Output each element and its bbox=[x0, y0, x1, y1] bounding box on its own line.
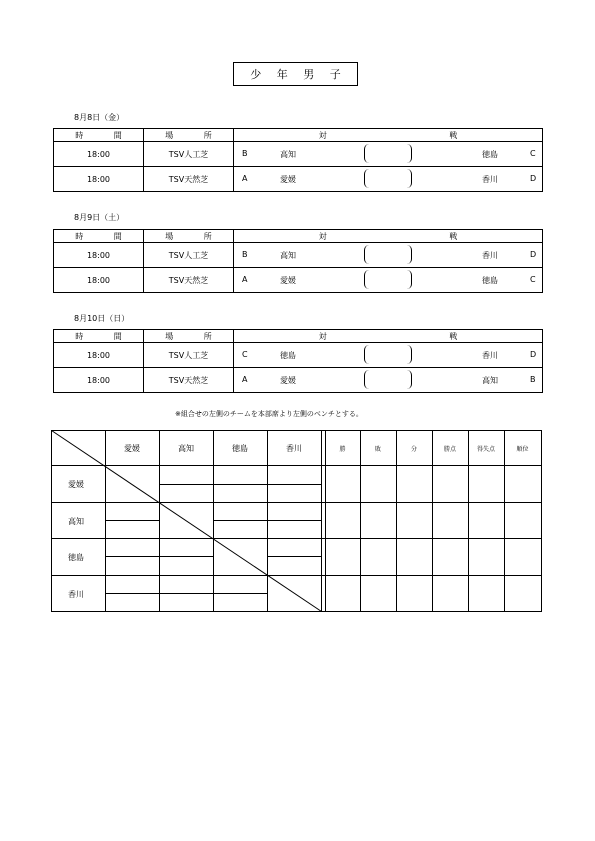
match-time: 18:00 bbox=[54, 167, 144, 192]
match-time: 18:00 bbox=[54, 268, 144, 293]
bench-note: ※組合せの左側のチームを本部席より左側のベンチとする。 bbox=[175, 410, 363, 418]
day-label-1: 8月8日（金） bbox=[74, 113, 125, 122]
team2-letter: D bbox=[530, 174, 537, 183]
league-grid bbox=[51, 430, 542, 612]
team2-name: 香川 bbox=[482, 175, 498, 184]
day-label-3: 8月10日（日） bbox=[74, 314, 130, 323]
col-wins: 勝 bbox=[339, 446, 346, 453]
team2-name: 香川 bbox=[482, 351, 498, 360]
score-bracket bbox=[364, 270, 412, 289]
team1-name: 愛媛 bbox=[280, 175, 296, 184]
team1-letter: B bbox=[242, 149, 248, 158]
team2-name: 香川 bbox=[482, 251, 498, 260]
day-label-2: 8月9日（土） bbox=[74, 213, 125, 222]
match-cell bbox=[234, 368, 543, 393]
header-time: 時 間 bbox=[54, 230, 144, 243]
col-team-kagawa: 香川 bbox=[286, 444, 302, 453]
col-team-tokushima: 徳島 bbox=[232, 444, 248, 453]
row-team-kagawa: 香川 bbox=[68, 590, 84, 599]
header-place: 場 所 bbox=[144, 129, 234, 142]
match-cell bbox=[234, 142, 543, 167]
col-points: 勝点 bbox=[443, 446, 456, 453]
header-match: 対 戦 bbox=[234, 129, 543, 142]
schedule-table-2 bbox=[53, 229, 543, 293]
match-time: 18:00 bbox=[54, 243, 144, 268]
match-time: 18:00 bbox=[54, 142, 144, 167]
header-time: 時 間 bbox=[54, 129, 144, 142]
match-cell bbox=[234, 343, 543, 368]
team1-letter: A bbox=[242, 174, 248, 183]
score-bracket bbox=[364, 345, 412, 364]
header-place: 場 所 bbox=[144, 230, 234, 243]
score-bracket bbox=[364, 370, 412, 389]
header-place: 場 所 bbox=[144, 330, 234, 343]
match-time: 18:00 bbox=[54, 368, 144, 393]
header-match: 対 戦 bbox=[234, 230, 543, 243]
team1-name: 高知 bbox=[280, 251, 296, 260]
row-team-tokushima: 徳島 bbox=[68, 553, 84, 562]
league-grid-lines bbox=[51, 430, 542, 612]
score-bracket bbox=[364, 245, 412, 264]
team1-letter: C bbox=[242, 350, 248, 359]
match-place: TSV人工芝 bbox=[144, 343, 234, 368]
team1-letter: A bbox=[242, 375, 248, 384]
col-draws: 分 bbox=[410, 446, 417, 453]
match-place: TSV天然芝 bbox=[144, 167, 234, 192]
match-place: TSV人工芝 bbox=[144, 243, 234, 268]
match-time: 18:00 bbox=[54, 343, 144, 368]
col-goal-diff: 得失点 bbox=[476, 446, 495, 453]
schedule-table-3 bbox=[53, 329, 543, 393]
team1-name: 愛媛 bbox=[280, 376, 296, 385]
header-match: 対 戦 bbox=[234, 330, 543, 343]
team2-letter: C bbox=[530, 149, 536, 158]
match-cell bbox=[234, 268, 543, 293]
match-cell bbox=[234, 243, 543, 268]
team2-letter: D bbox=[530, 250, 537, 259]
team1-name: 愛媛 bbox=[280, 276, 296, 285]
team1-name: 高知 bbox=[280, 150, 296, 159]
score-bracket bbox=[364, 169, 412, 188]
match-place: TSV天然芝 bbox=[144, 268, 234, 293]
team2-name: 徳島 bbox=[482, 276, 498, 285]
schedule-table-1 bbox=[53, 128, 543, 192]
team2-letter: D bbox=[530, 350, 537, 359]
match-cell bbox=[234, 167, 543, 192]
col-team-ehime: 愛媛 bbox=[124, 444, 140, 453]
team1-letter: A bbox=[242, 275, 248, 284]
team1-name: 徳島 bbox=[280, 351, 296, 360]
team1-letter: B bbox=[242, 250, 248, 259]
page-title: 少 年 男 子 bbox=[233, 62, 358, 86]
team2-letter: C bbox=[530, 275, 536, 284]
team2-name: 高知 bbox=[482, 376, 498, 385]
match-place: TSV天然芝 bbox=[144, 368, 234, 393]
match-place: TSV人工芝 bbox=[144, 142, 234, 167]
col-rank: 順位 bbox=[516, 446, 529, 453]
team2-letter: B bbox=[530, 375, 536, 384]
team2-name: 徳島 bbox=[482, 150, 498, 159]
header-time: 時 間 bbox=[54, 330, 144, 343]
score-bracket bbox=[364, 144, 412, 163]
row-team-kochi: 高知 bbox=[68, 517, 84, 526]
col-team-kochi: 高知 bbox=[178, 444, 194, 453]
col-losses: 敗 bbox=[374, 446, 381, 453]
row-team-ehime: 愛媛 bbox=[68, 480, 84, 489]
